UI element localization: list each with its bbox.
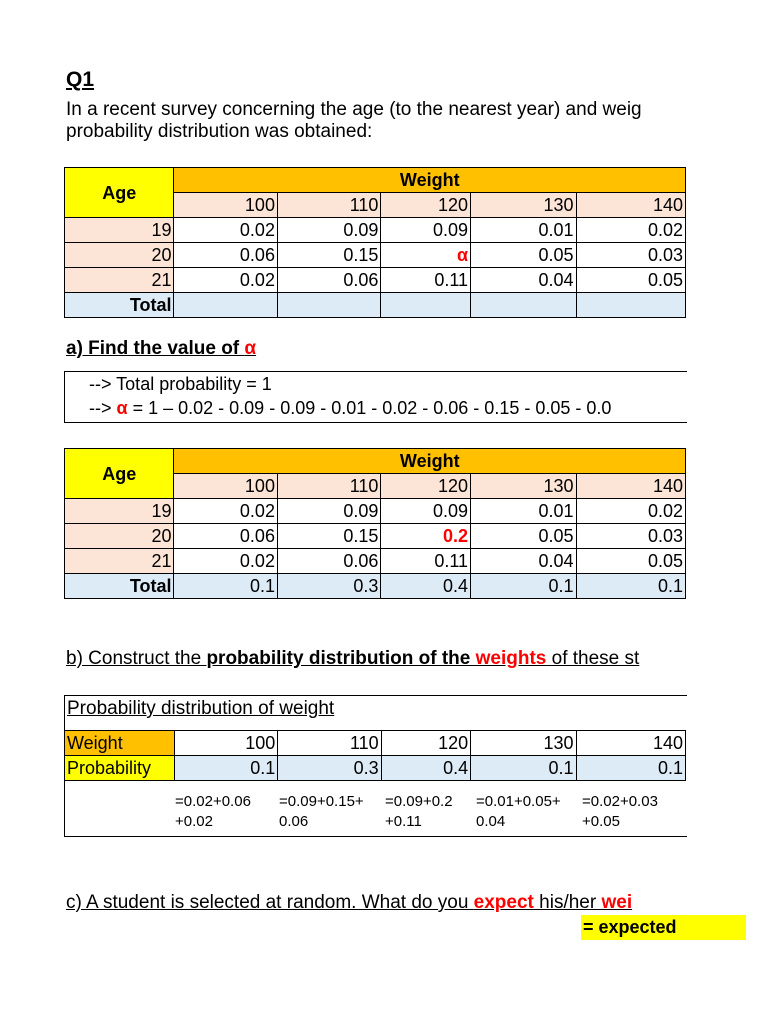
table-row: [65, 268, 686, 293]
probability-cell: 0.1: [576, 756, 685, 781]
part-b-heading: [66, 648, 686, 670]
table-row: [65, 731, 686, 756]
formula-note: [175, 792, 251, 832]
total-row: [65, 574, 686, 599]
total-cell: [576, 293, 685, 318]
expected-label: = expected: [583, 917, 677, 937]
part-c-mid: his/her: [533, 892, 602, 913]
probability-cell: 0.3: [278, 756, 381, 781]
weight-header: Weight: [174, 168, 686, 193]
prob-cell: 0.15: [277, 524, 380, 549]
prob-cell: 0.09: [381, 499, 471, 524]
joint-distribution-table: [64, 167, 686, 318]
formula-line: =0.02+0.06: [175, 793, 251, 810]
prob-cell: 0.02: [174, 268, 277, 293]
probability-cell: 0.1: [471, 756, 576, 781]
alpha-cell: α: [381, 243, 471, 268]
answer-line-1: --> Total probability = 1: [89, 374, 272, 394]
part-c-prefix: c) A student is selected at random. What do you: [66, 892, 474, 913]
table-row: [65, 499, 686, 524]
weight-value-cell: 140: [576, 193, 685, 218]
part-b-red: weights: [475, 648, 547, 669]
alpha-value-cell: 0.2: [381, 524, 471, 549]
prob-cell: 0.04: [471, 549, 576, 574]
part-c-heading: [66, 892, 686, 914]
probability-cell: 0.1: [174, 756, 277, 781]
equation-text: = 1 – 0.02 - 0.09 - 0.09 - 0.01 - 0.02 - 0.06 - 0.15 - 0.05 - 0.0: [127, 398, 612, 418]
weight-value-cell: 120: [381, 193, 471, 218]
prob-cell: 0.05: [576, 268, 685, 293]
prob-cell: 0.01: [471, 499, 576, 524]
solved-table-container: [64, 448, 686, 604]
prob-cell: 0.02: [174, 218, 277, 243]
age-cell: 20: [65, 524, 174, 549]
part-a-answer-box: [64, 371, 687, 423]
formula-line: =0.09+0.15+: [279, 793, 364, 810]
prob-cell: 0.06: [277, 549, 380, 574]
formula-line: =0.02+0.03: [582, 793, 658, 810]
part-c-red-weight: wei: [601, 892, 633, 913]
table-row: [65, 218, 686, 243]
intro-text: [66, 99, 686, 143]
total-cell: 0.1: [576, 574, 685, 599]
weight-distribution-table: [64, 730, 686, 781]
joint-distribution-table-container: [64, 167, 686, 323]
prob-cell: 0.05: [471, 524, 576, 549]
formula-line: 0.04: [476, 813, 506, 830]
weight-distribution-box: [64, 695, 687, 837]
total-cell: 0.3: [277, 574, 380, 599]
weight-value-cell: 100: [174, 193, 277, 218]
age-cell: 21: [65, 549, 174, 574]
weight-value-cell: 110: [277, 474, 380, 499]
total-cell: [174, 293, 277, 318]
total-cell: [471, 293, 576, 318]
age-header: Age: [65, 449, 174, 499]
weight-value-cell: 140: [576, 731, 685, 756]
prob-cell: 0.06: [174, 243, 277, 268]
prob-cell: 0.15: [277, 243, 380, 268]
part-c-red-expect: expect: [473, 892, 534, 913]
weight-label: Weight: [65, 731, 175, 756]
part-b-prefix: b) Construct the: [66, 648, 207, 669]
probability-label: Probability: [65, 756, 175, 781]
age-cell: 19: [65, 218, 174, 243]
formula-line: =0.01+0.05+: [476, 793, 561, 810]
weight-value-cell: 120: [381, 731, 471, 756]
weight-value-cell: 110: [277, 193, 380, 218]
prob-cell: 0.03: [576, 524, 685, 549]
total-cell: 0.1: [174, 574, 277, 599]
formula-note: [476, 792, 561, 832]
weight-value-cell: 130: [471, 731, 576, 756]
prob-cell: 0.03: [576, 243, 685, 268]
formula-note: [582, 792, 658, 832]
prob-cell: 0.02: [174, 499, 277, 524]
weight-value-cell: 100: [174, 474, 277, 499]
formula-line: =0.09+0.2: [385, 793, 453, 810]
part-a-prefix: a) Find the value of: [66, 338, 245, 359]
total-row: [65, 293, 686, 318]
alpha-symbol: α: [244, 338, 257, 359]
prob-cell: 0.05: [471, 243, 576, 268]
table-row: [65, 243, 686, 268]
distribution-title: Probability distribution of weight: [67, 698, 335, 719]
total-label: Total: [65, 293, 174, 318]
prob-cell: 0.02: [174, 549, 277, 574]
formula-line: +0.11: [385, 813, 422, 830]
intro-line-1: In a recent survey concerning the age (to the nearest year) and weig: [66, 99, 642, 120]
prob-cell: 0.02: [576, 218, 685, 243]
table-row: [65, 549, 686, 574]
answer-line-2: [65, 396, 687, 420]
weight-value-cell: 130: [471, 474, 576, 499]
part-a-heading: [66, 338, 256, 360]
part-b-bold: probability distribution of the: [206, 648, 476, 669]
formula-line: +0.02: [175, 813, 213, 830]
part-b-suffix: of these st: [546, 648, 640, 669]
prob-cell: 0.11: [381, 268, 471, 293]
solved-joint-table: [64, 448, 686, 599]
prob-cell: 0.05: [576, 549, 685, 574]
age-cell: 21: [65, 268, 174, 293]
arrow-prefix: -->: [89, 398, 117, 418]
prob-cell: 0.02: [576, 499, 685, 524]
total-cell: [381, 293, 471, 318]
age-cell: 19: [65, 499, 174, 524]
prob-cell: 0.09: [277, 218, 380, 243]
formula-note: [385, 792, 453, 832]
weight-value-cell: 120: [381, 474, 471, 499]
prob-cell: 0.09: [277, 499, 380, 524]
prob-cell: 0.06: [174, 524, 277, 549]
formula-note: [279, 792, 364, 832]
intro-line-2: probability distribution was obtained:: [66, 121, 373, 142]
table-row: [65, 524, 686, 549]
weight-value-cell: 130: [471, 193, 576, 218]
weight-value-cell: 110: [278, 731, 381, 756]
alpha-symbol: α: [116, 398, 128, 418]
total-label: Total: [65, 574, 174, 599]
probability-cell: 0.4: [381, 756, 471, 781]
table-row: [65, 756, 686, 781]
formula-line: +0.05: [582, 813, 620, 830]
weight-value-cell: 140: [576, 474, 685, 499]
total-cell: 0.4: [381, 574, 471, 599]
prob-cell: 0.09: [381, 218, 471, 243]
prob-cell: 0.06: [277, 268, 380, 293]
total-cell: 0.1: [471, 574, 576, 599]
weight-header: Weight: [174, 449, 686, 474]
weight-value-cell: 100: [174, 731, 277, 756]
formula-line: 0.06: [279, 813, 309, 830]
prob-cell: 0.04: [471, 268, 576, 293]
total-cell: [277, 293, 380, 318]
prob-cell: 0.01: [471, 218, 576, 243]
age-header: Age: [65, 168, 174, 218]
age-cell: 20: [65, 243, 174, 268]
question-title: Q1: [66, 68, 95, 91]
prob-cell: 0.11: [381, 549, 471, 574]
